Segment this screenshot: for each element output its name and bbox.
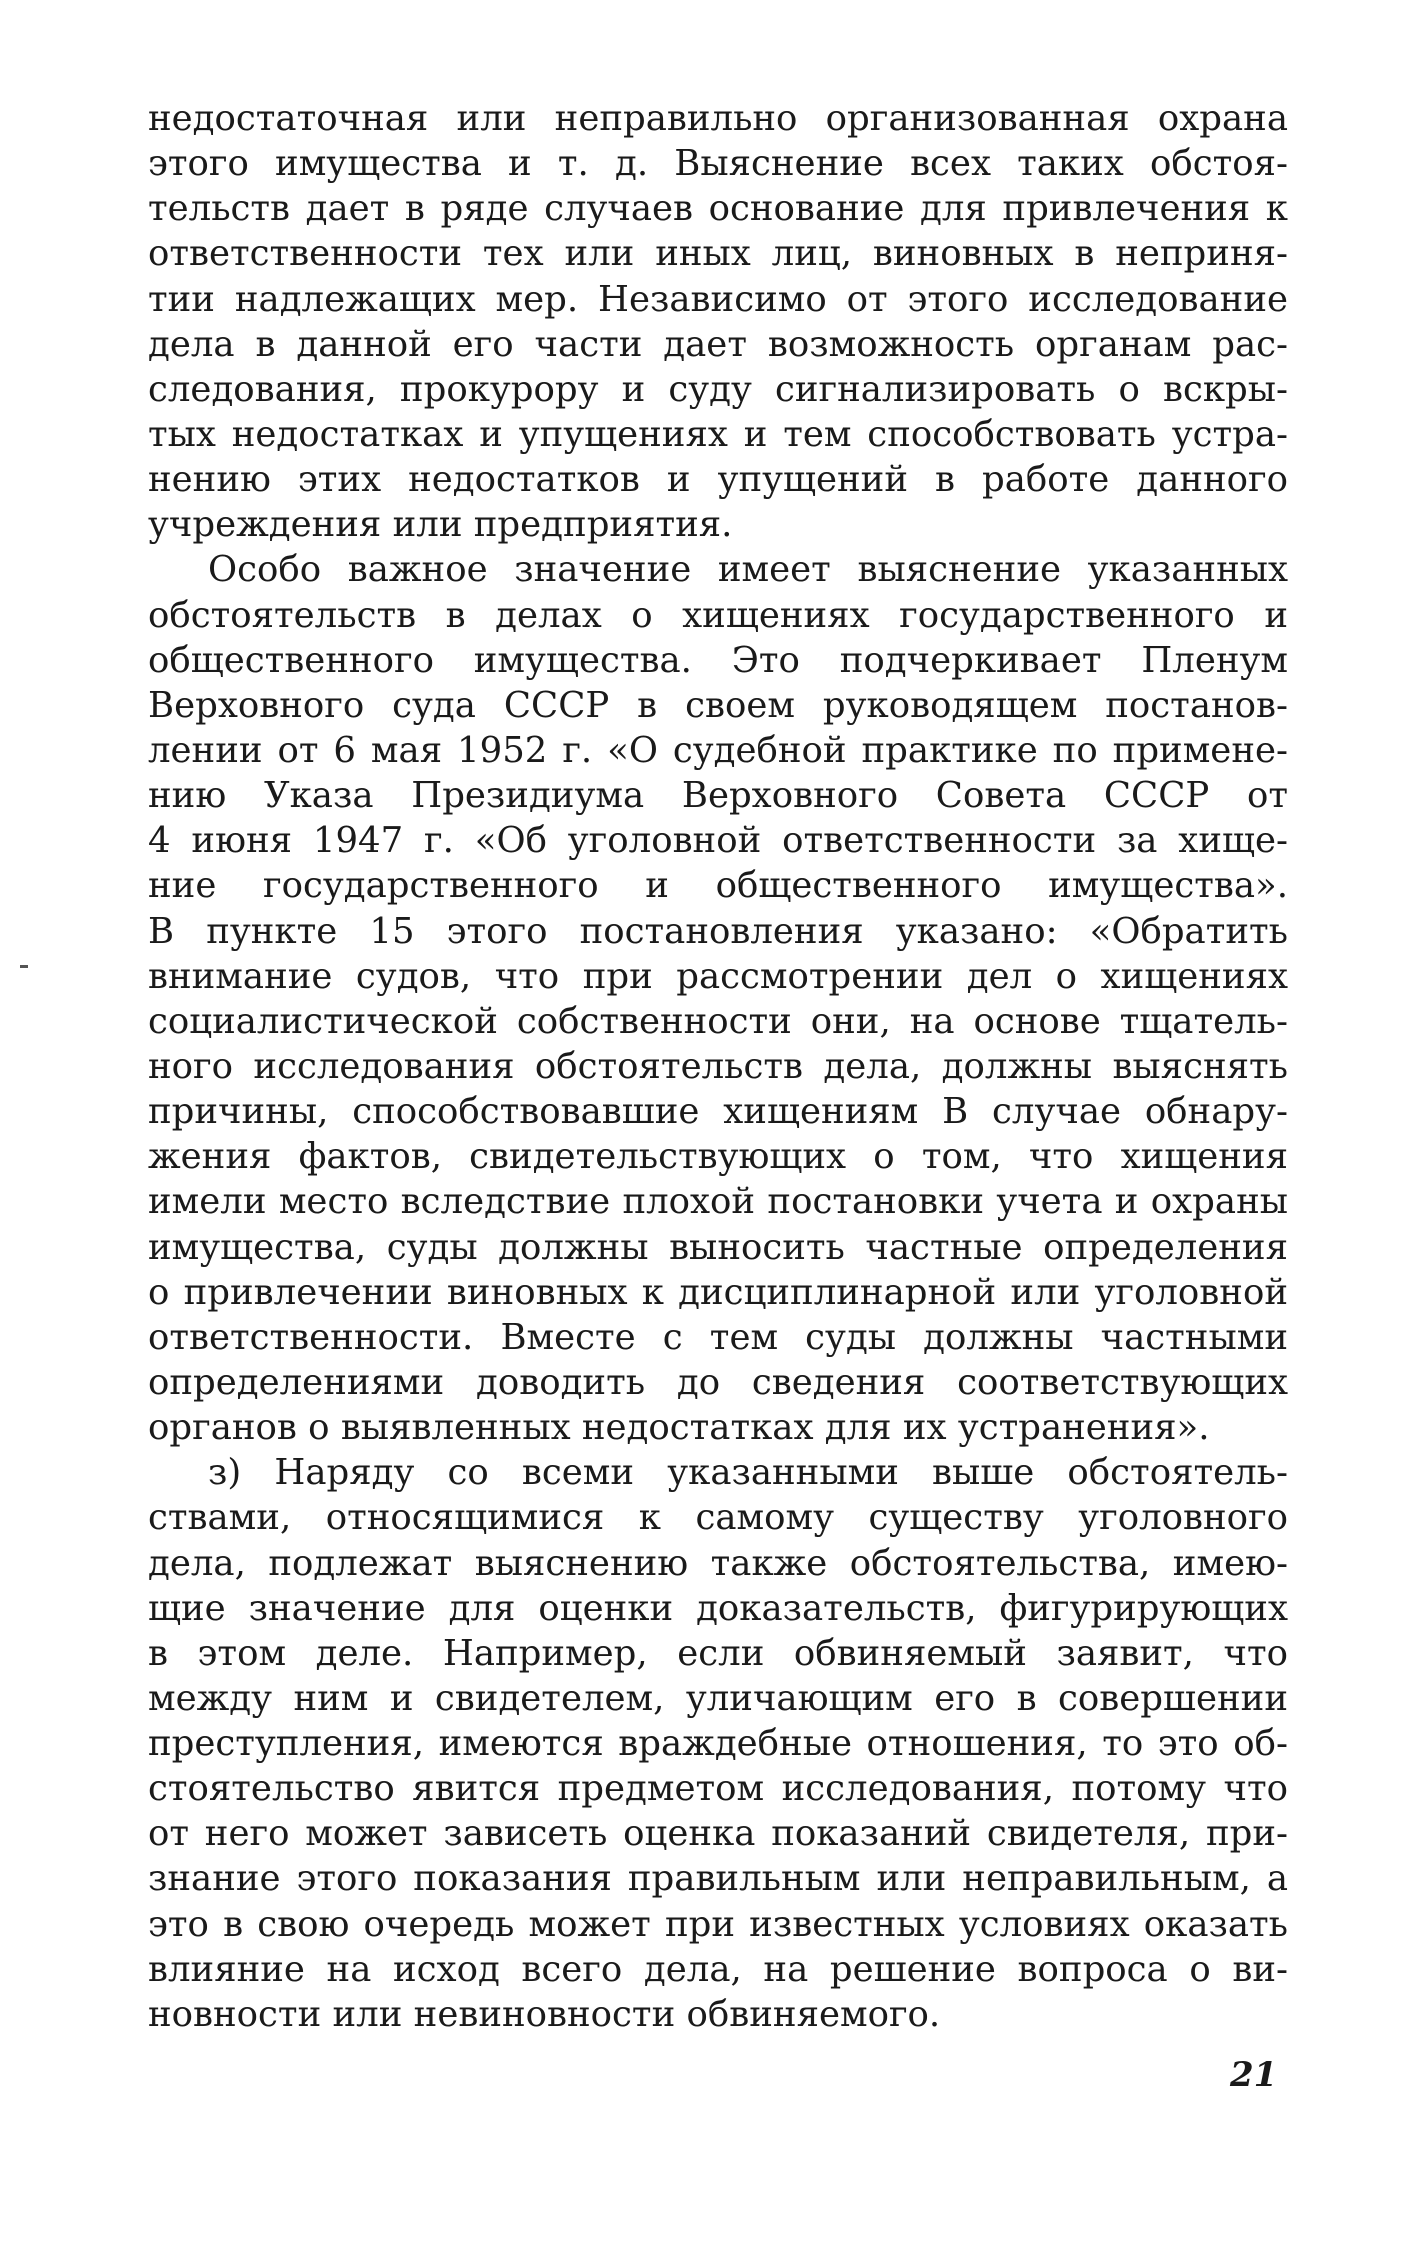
paragraph <box>148 547 1288 1450</box>
text-line: преступления, имеются враждебные отношения, то это об- <box>148 1723 1288 1765</box>
text-line: в этом деле. Например, если обвиняемый заявит, что <box>148 1632 1288 1674</box>
text-line: этого имущества и т. д. Выяснение всех таких обстоя- <box>148 143 1288 185</box>
text-line: от него может зависеть оценка показаний свидетеля, при- <box>148 1813 1288 1855</box>
text-line: Особо важное значение имеет выяснение указанных <box>208 549 1288 591</box>
text-line: лении от 6 мая 1952 г. «О судебной практике по примене- <box>148 729 1288 771</box>
text-line: ного исследования обстоятельств дела, должны выяснять <box>148 1045 1288 1087</box>
text-line: учреждения или предприятия. <box>148 504 733 546</box>
text-line: В пункте 15 этого постановления указано: «Обратить <box>148 910 1288 952</box>
text-line: нению этих недостатков и упущений в работе данного <box>148 459 1288 501</box>
text-line: тии надлежащих мер. Независимо от этого исследование <box>148 278 1288 320</box>
text-line: жения фактов, свидетельствующих о том, что хищения <box>148 1136 1288 1178</box>
text-line: тых недостатках и упущениях и тем способствовать устра- <box>148 413 1288 455</box>
text-line: ние государственного и общественного имущества». <box>148 865 1288 907</box>
text-line: з) Наряду со всеми указанными выше обстоятель- <box>208 1452 1288 1494</box>
margin-mark <box>20 965 28 968</box>
text-line: причины, способствовавшие хищениям В случае обнару- <box>148 1091 1288 1133</box>
text-line: внимание судов, что при рассмотрении дел о хищениях <box>148 955 1288 997</box>
text-line: знание этого показания правильным или неправильным, а <box>148 1858 1288 1900</box>
text-line: это в свою очередь может при известных условиях оказать <box>148 1903 1288 1945</box>
text-line: о привлечении виновных к дисциплинарной или уголовной <box>148 1271 1288 1313</box>
text-line: ответственности. Вместе с тем суды должны частными <box>148 1316 1288 1358</box>
page-number: 21 <box>1230 2055 1278 2095</box>
text-line: новности или невиновности обвиняемого. <box>148 1993 941 2035</box>
text-line: следования, прокурору и суду сигнализировать о вскры- <box>148 368 1288 410</box>
paragraph <box>148 1450 1288 2037</box>
text-line: недостаточная или неправильно организованная охрана <box>148 98 1288 139</box>
text-line: имущества, суды должны выносить частные определения <box>148 1226 1288 1268</box>
text-line: ответственности тех или иных лиц, виновных в неприня- <box>148 233 1288 275</box>
body-text <box>148 96 1288 2037</box>
text-line: органов о выявленных недостатках для их устранения». <box>148 1407 1210 1449</box>
text-line: 4 июня 1947 г. «Об уголовной ответственности за хище- <box>148 820 1288 862</box>
text-line: обстоятельств в делах о хищениях государственного и <box>148 594 1288 636</box>
text-line: имели место вследствие плохой постановки учета и охраны <box>148 1181 1288 1223</box>
text-line: тельств дает в ряде случаев основание для привлечения к <box>148 188 1288 230</box>
text-line: дела, подлежат выяснению также обстоятельства, имею- <box>148 1542 1288 1584</box>
text-line: определениями доводить до сведения соответствующих <box>148 1361 1288 1403</box>
text-line: дела в данной его части дает возможность органам рас- <box>148 323 1288 365</box>
text-line: стоятельство явится предметом исследования, потому что <box>148 1768 1288 1810</box>
text-line: социалистической собственности они, на основе тщатель- <box>148 1000 1288 1042</box>
text-line: общественного имущества. Это подчеркивает Пленум <box>148 639 1288 681</box>
text-line: ствами, относящимися к самому существу уголовного <box>148 1497 1288 1539</box>
paragraph <box>148 96 1288 547</box>
text-line: нию Указа Президиума Верховного Совета СССР от <box>148 775 1288 817</box>
text-line: Верховного суда СССР в своем руководящем постанов- <box>148 684 1288 726</box>
text-line: влияние на исход всего дела, на решение вопроса о ви- <box>148 1948 1288 1990</box>
text-line: щие значение для оценки доказательств, фигурирующих <box>148 1587 1288 1629</box>
text-line: между ним и свидетелем, уличающим его в совершении <box>148 1677 1288 1719</box>
